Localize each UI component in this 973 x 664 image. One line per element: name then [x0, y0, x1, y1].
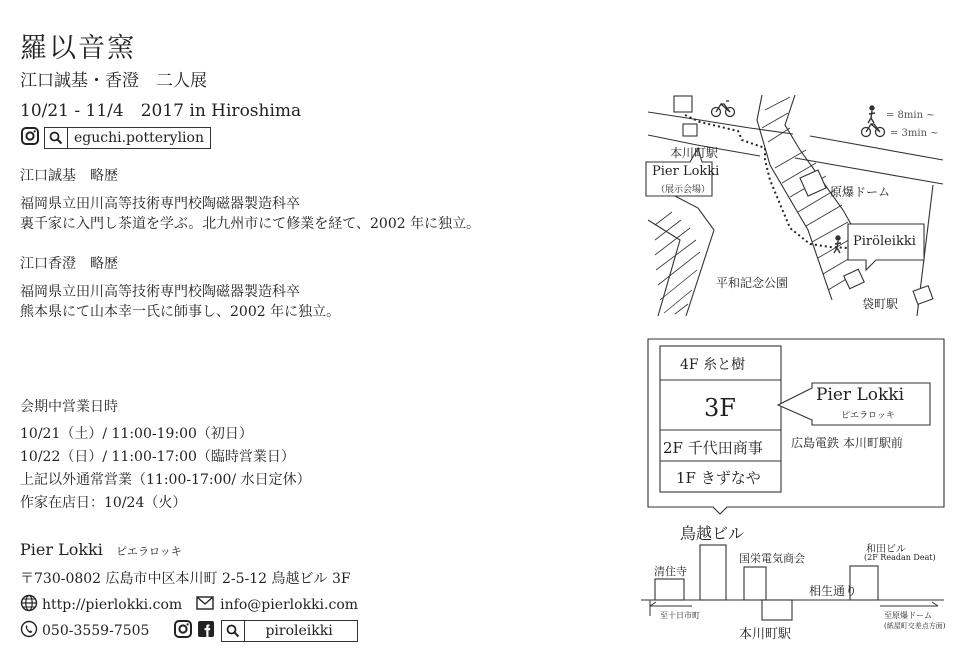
station-block — [762, 600, 792, 620]
station-label: 本川町駅 — [739, 627, 792, 642]
phone-number[interactable]: 050-3559-7505 — [42, 623, 150, 639]
page-title: 羅以音窯 — [20, 33, 136, 64]
hours-line: 上記以外通常営業（11:00-17:00/ 水日定休） — [20, 472, 311, 488]
bio-line: 熊本県にて山本幸一氏に師事し、2002 年に独立。 — [20, 304, 341, 320]
seiju-temple-block — [655, 579, 684, 600]
right-direction-sublabel: (紙屋町交差点方面) — [884, 622, 946, 630]
map-label-pierlokki-note: （展示会場） — [656, 185, 711, 195]
bio-line: 裏千家に入門し茶道を学ぶ。北九州市にて修業を経て、2002 年に独立。 — [20, 216, 481, 232]
floor-1f: 1F きずなや — [676, 469, 761, 487]
bio-heading: 江口誠基 略歴 — [20, 168, 118, 184]
bio-line: 福岡県立田川高等技術専門校陶磁器製造科卒 — [20, 284, 300, 300]
floor-4f: 4F 糸と樹 — [680, 357, 746, 373]
callout-pierlokki: Pier Lokki — [816, 385, 905, 405]
seiju-label: 清住寺 — [654, 565, 687, 578]
exhibition-subtitle: 江口誠基・香澄 二人展 — [20, 71, 207, 91]
social-handle: piroleikki — [265, 623, 333, 639]
legend-walk: = 8min ~ — [886, 110, 935, 121]
hours-heading: 会期中営業日時 — [20, 399, 118, 415]
map-label-dome: 原爆ドーム — [830, 185, 891, 199]
exhibition-dates: 10/21 - 11/4 2017 in Hiroshima — [20, 101, 302, 121]
map-label-pierlokki: Pier Lokki — [652, 164, 720, 179]
map-label-piroleikki: Piröleikki — [853, 234, 916, 249]
website-link[interactable]: http://pierlokki.com — [42, 597, 183, 613]
hours-line: 10/21（土）/ 11:00-19:00（初日） — [20, 426, 253, 442]
bio-heading: 江口香澄 略歴 — [20, 256, 118, 272]
floor-2f: 2F 千代田商事 — [663, 439, 763, 457]
kokuei-block — [744, 567, 766, 600]
wada-label: 和田ビル — [866, 544, 906, 555]
map-label-park: 平和記念公園 — [716, 276, 789, 290]
torigoe-building-block — [700, 545, 726, 600]
map-label-honkawa-station: 本川町駅 — [670, 146, 719, 160]
bio-line: 福岡県立田川高等技術専門校陶磁器製造科卒 — [20, 196, 300, 212]
building-name-label: 鳥越ビル — [680, 524, 745, 543]
kokuei-label: 国栄電気商会 — [739, 552, 805, 565]
tram-stop-label: 広島電鉄 本川町駅前 — [791, 436, 903, 450]
wada-sublabel: (2F Readan Deat) — [864, 553, 936, 562]
aioi-street-label: 相生通り — [809, 584, 858, 598]
hours-line: 10/22（日）/ 11:00-17:00（臨時営業日） — [20, 449, 295, 465]
instagram-handle: eguchi.potterylion — [74, 130, 204, 146]
map-label-fukuro-station: 袋町駅 — [862, 297, 899, 311]
legend-bike: = 3min ~ — [890, 128, 939, 139]
shop-name-kana: ピエラロッキ — [115, 545, 182, 558]
floor-3f: 3F — [704, 394, 736, 422]
shop-address: 〒730-0802 広島市中区本川町 2-5-12 鳥越ビル 3F — [20, 571, 351, 587]
left-direction-label: 至十日市町 — [660, 611, 700, 620]
shop-name: Pier Lokki — [20, 540, 103, 559]
callout-pierlokki-kana: ピエラロッキ — [841, 411, 895, 421]
email-link[interactable]: info@pierlokki.com — [220, 597, 359, 613]
hours-line: 作家在店日：10/24（火） — [20, 495, 187, 511]
right-direction-label: 至原爆ドーム — [884, 611, 932, 620]
